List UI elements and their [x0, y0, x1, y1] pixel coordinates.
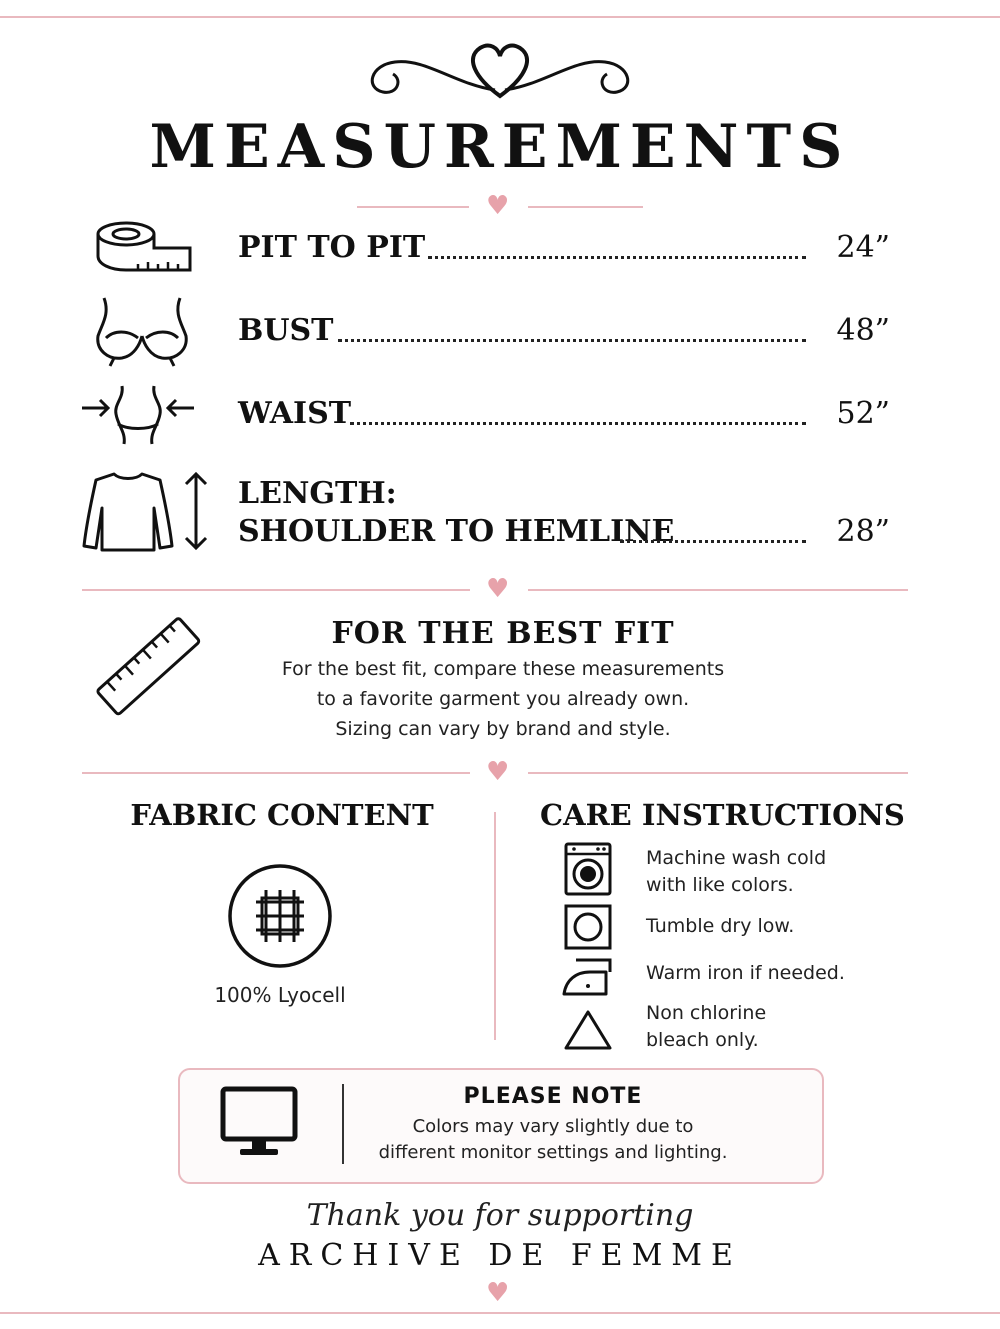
- measurement-value: 48”: [836, 313, 890, 348]
- measurement-row-length: [238, 476, 890, 556]
- care-text-dry: Tumble dry low.: [646, 915, 795, 937]
- monitor-icon: [220, 1086, 298, 1158]
- care-text-iron: Warm iron if needed.: [646, 962, 845, 984]
- bleach-triangle-icon: [562, 1008, 614, 1052]
- heart-icon: ♥: [486, 1278, 510, 1308]
- measurement-row-bust: [238, 313, 890, 353]
- care-text-line: Machine wash cold: [646, 847, 827, 869]
- best-fit-line-2: to a favorite garment you already own.: [316, 688, 690, 710]
- bust-icon: [94, 294, 190, 368]
- heart-icon: ♥: [486, 191, 510, 221]
- measurement-label: BUST: [238, 313, 334, 348]
- measurement-value: 52”: [836, 396, 890, 431]
- thank-you-text: Thank you for supporting: [306, 1198, 694, 1233]
- measurement-row-waist: [238, 396, 890, 436]
- waist-icon: [80, 384, 196, 446]
- best-fit-line-1: For the best fit, compare these measurements: [281, 658, 725, 680]
- measurement-label: PIT TO PIT: [238, 230, 426, 265]
- please-note-heading: PLEASE NOTE: [463, 1084, 643, 1109]
- iron-icon: [560, 956, 616, 998]
- measurement-label-line2: SHOULDER TO HEMLINE: [238, 514, 675, 549]
- title-divider-left: [357, 206, 469, 208]
- tumble-dry-icon: [564, 904, 612, 950]
- heart-icon: ♥: [486, 574, 510, 604]
- care-text-wash: [646, 845, 906, 899]
- top-border: [0, 16, 1000, 18]
- care-text-bleach: [646, 1000, 906, 1054]
- bottom-border: [0, 1312, 1000, 1314]
- measurement-value: 28”: [836, 514, 890, 549]
- heart-swirl-ornament-icon: [355, 38, 645, 104]
- measurement-label: WAIST: [238, 396, 352, 431]
- best-fit-heading: FOR THE BEST FIT: [331, 616, 675, 651]
- column-divider: [494, 812, 496, 1040]
- fabric-content-value: 100% Lyocell: [214, 983, 346, 1007]
- brand-name: ARCHIVE DE FEMME: [258, 1238, 742, 1273]
- title-divider-right: [528, 206, 643, 208]
- washing-machine-icon: [564, 842, 612, 896]
- care-text-line: Non chlorine: [646, 1002, 767, 1024]
- weave-icon: [226, 862, 334, 970]
- ruler-icon: [90, 612, 208, 722]
- section-divider-right: [528, 589, 908, 591]
- heart-icon: ♥: [486, 757, 510, 787]
- care-instructions-heading: CARE INSTRUCTIONS: [540, 798, 905, 832]
- dot-leader: [350, 410, 806, 425]
- best-fit-line-3: Sizing can vary by brand and style.: [335, 718, 671, 740]
- please-note-line-1: Colors may vary slightly due to: [412, 1116, 694, 1137]
- measurement-label-line1: LENGTH:: [238, 476, 397, 511]
- care-text-line: bleach only.: [646, 1029, 759, 1051]
- tape-measure-icon: [94, 218, 196, 274]
- section-divider-left: [82, 589, 470, 591]
- care-text-line: with like colors.: [646, 874, 794, 896]
- section-divider-left: [82, 772, 470, 774]
- dot-leader: [338, 327, 806, 342]
- page-title: MEASUREMENTS: [149, 112, 851, 182]
- dot-leader: [620, 528, 806, 543]
- please-note-line-2: different monitor settings and lighting.: [378, 1142, 728, 1163]
- dot-leader: [428, 244, 806, 259]
- section-divider-right: [528, 772, 908, 774]
- fabric-content-heading: FABRIC CONTENT: [130, 798, 434, 832]
- measurement-value: 24”: [836, 230, 890, 265]
- measurement-row-pit-to-pit: [238, 230, 890, 270]
- shirt-length-icon: [80, 468, 212, 554]
